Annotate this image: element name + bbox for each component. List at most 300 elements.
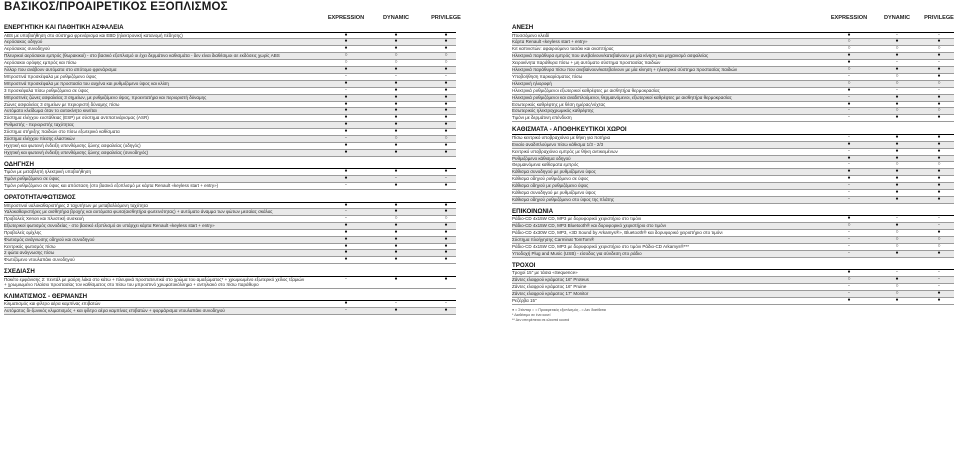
availability-mark: ●	[344, 250, 348, 256]
availability-mark: ●	[847, 32, 851, 38]
right-column	[512, 14, 954, 323]
table-row	[512, 237, 954, 244]
availability-mark: ●	[895, 134, 899, 140]
availability-mark: ●	[444, 222, 448, 228]
table-row	[512, 156, 954, 163]
row-label: Ηλεκτρικά ρυθμιζόμενοι και αναδιπλούμενοι, θερμαινόμενοι, εξωτερικοί καθρέφτες με αισθητήρα θερμοκρασίας	[512, 94, 732, 100]
availability-mark: ●	[895, 39, 899, 45]
availability-mark: -	[848, 250, 850, 256]
row-label: Σύστημα ελέγχου πίεσης ελαστικών	[4, 136, 75, 142]
row-label: Κάθισμα συνοδηγού με ρυθμιζόμενο ύψος	[512, 169, 596, 175]
section	[512, 261, 954, 305]
row-label: Ενιαίο αναδιπλούμενο πίσω κάθισμα 1/3 - 2/3	[512, 141, 604, 147]
availability-mark: ●	[847, 169, 851, 175]
availability-mark: -	[848, 284, 850, 290]
availability-mark: ●	[444, 257, 448, 263]
availability-mark: -	[345, 276, 347, 282]
availability-mark: ●	[895, 148, 899, 154]
table-row	[4, 108, 456, 115]
availability-mark: ●	[895, 169, 899, 175]
availability-mark: ●	[895, 190, 899, 196]
availability-mark: ●	[847, 141, 851, 147]
row-label: Τιμόνι ρυθμιζόμενο σε ύψος	[4, 176, 60, 182]
availability-mark: ○	[344, 60, 348, 66]
row-label: Κεντρικό υποβραχιόνιο εμπρός με θήκη αντικειμένων	[512, 148, 618, 154]
availability-mark: ○	[394, 60, 398, 66]
row-label: Ηλεκτρικά ρυθμιζόμενοι εξωτερικοί καθρέφτες με αισθητήρα θερμοκρασίας	[512, 87, 660, 93]
section	[4, 23, 456, 157]
availability-mark: ●	[444, 39, 448, 45]
row-label: Άλλαρ που ανάβουν αυτόματα στο απότομο φρενάρισμα	[4, 67, 117, 73]
availability-mark: ●	[344, 129, 348, 135]
table-row	[4, 169, 456, 176]
row-label: Κάθισμα συνοδηγού με ρυθμιζόμενο ύψος	[512, 190, 596, 196]
availability-mark: ○	[444, 60, 448, 66]
availability-mark: ●	[847, 53, 851, 59]
row-label: Αυτόματος δι-ζωνικός κλιματισμός + και φίλτρο αέρα καμπίνας επιβατών + φορμάρισμα ντουλαπάκι συνοδηγού	[4, 308, 225, 314]
table-row	[4, 122, 456, 129]
availability-mark: -	[345, 308, 347, 314]
table-row	[4, 216, 456, 223]
table-row	[512, 53, 954, 60]
availability-mark: ●	[394, 250, 398, 256]
section-title: ΕΝΕΡΓΗΤΙΚΗ ΚΑΙ ΠΑΘΗΤΙΚΗ ΑΣΦΑΛΕΙΑ	[4, 23, 456, 33]
availability-mark: ●	[937, 230, 941, 236]
row-label: Υαλοκαθαριστήρες με αισθητήρα βροχής και αυτόματα φωτα(αισθητήρα φωτεινότητας) + αυτόματο άναμμα των φώτων μεσαίας σκάλας	[4, 209, 273, 215]
availability-mark: ●	[394, 108, 398, 114]
availability-mark: -	[345, 215, 347, 221]
row-label: Αερόσακος συνοδηγού	[4, 46, 50, 52]
table-row	[512, 33, 954, 40]
version-header-expression: EXPRESSION	[327, 15, 365, 21]
availability-mark: -	[345, 209, 347, 215]
row-label: Ράδιο-CD 4x30W CD, MP3, «3D Sound by Arkamys®», Bluetooth® και δορυφορικό χειριστήριο στο τιμόνι	[512, 230, 723, 236]
row-label: Ηλεκτρικά παράθυρα πίσω που ανεβαίνουν/κατεβαίνουν με μία κίνηση + ηλεκτρικό σύστημα προστασίας παιδιών	[512, 67, 738, 73]
availability-mark: -	[896, 216, 898, 222]
availability-mark: ●	[895, 196, 899, 202]
availability-mark: ●	[394, 149, 398, 155]
availability-mark: -	[848, 237, 850, 243]
availability-mark: ●	[937, 155, 941, 161]
availability-mark: -	[938, 277, 940, 283]
availability-mark: ●	[444, 250, 448, 256]
row-label: Αερόσακοι ορόφης εμπρός και πίσω	[4, 60, 77, 66]
availability-mark: -	[938, 87, 940, 93]
availability-mark: -	[938, 270, 940, 276]
table-row	[4, 277, 456, 289]
row-label: Σύστημα ελέγχου ευστάθειας (ESP) με σύστημα αντιπατινάρισμας (ASR)	[4, 115, 149, 121]
availability-mark: ●	[444, 229, 448, 235]
availability-mark: ●	[344, 257, 348, 263]
availability-mark: ●	[394, 39, 398, 45]
table-row	[4, 95, 456, 102]
row-label: Αυτόματο κλείδωμα όταν το αυτοκίνητο κινείται	[4, 108, 97, 114]
availability-mark: ●	[394, 129, 398, 135]
version-header-privilege: PRIVILEGE	[431, 15, 461, 21]
availability-mark: ●	[895, 277, 899, 283]
table-row	[4, 183, 456, 190]
availability-mark: -	[938, 60, 940, 66]
availability-mark: ○	[444, 53, 448, 59]
section	[4, 292, 456, 315]
table-row	[4, 102, 456, 109]
availability-mark: ○	[895, 284, 899, 290]
availability-mark: ○	[895, 80, 899, 86]
availability-mark: ●	[394, 222, 398, 228]
availability-mark: ●	[394, 209, 398, 215]
section	[4, 160, 456, 190]
availability-mark: ○	[394, 136, 398, 142]
table-row	[4, 250, 456, 257]
availability-mark: -	[848, 134, 850, 140]
table-row	[4, 81, 456, 88]
row-label: Ηλεκτρική ηλιοροφή	[512, 80, 552, 86]
table-row	[512, 298, 954, 305]
availability-mark: -	[938, 223, 940, 229]
availability-mark: ●	[895, 115, 899, 121]
section-title: ΟΔΗΓΗΣΗ	[4, 160, 456, 170]
page-title: ΒΑΣΙΚΟΣ/ΠΡΟΑΙΡΕΤΙΚΟΣ ΕΞΟΠΛΙΣΜΟΣ	[4, 1, 228, 13]
availability-mark: ●	[444, 183, 448, 189]
availability-mark: ●	[394, 243, 398, 249]
row-label: Ράδιο-CD 4x15W CD, MP3 με δορυφορικό χειριστήριο στο τιμόνι	[512, 216, 642, 222]
availability-mark: ●	[444, 115, 448, 121]
availability-mark: ●	[895, 67, 899, 73]
availability-mark: ●	[847, 101, 851, 107]
row-label: Ράδιο-CD 4x15W CD, MP3 Bluetooth® και δορυφορικό χειριστήριο στο τιμόνι	[512, 223, 666, 229]
row-label: Εξωτερικοί φωτισμός συνοδείας - στο βασικό εξοπλισμό αν υπάρχει κάρτα Renault «keyless start + entry»	[4, 222, 215, 228]
section-title: ΕΠΙΚΟΙΝΩΝΙΑ	[512, 207, 954, 217]
availability-mark: ●	[394, 257, 398, 263]
section	[4, 193, 456, 264]
availability-mark: ○	[895, 162, 899, 168]
table-row	[4, 143, 456, 150]
availability-mark: ●	[847, 176, 851, 182]
availability-mark: ●	[444, 108, 448, 114]
availability-mark: ●	[937, 291, 941, 296]
availability-mark: ●	[444, 243, 448, 249]
availability-mark: -	[896, 60, 898, 66]
table-row	[512, 162, 954, 169]
availability-mark: ●	[847, 87, 851, 93]
availability-mark: ●	[344, 115, 348, 121]
availability-mark: -	[848, 108, 850, 114]
availability-mark: ○	[937, 243, 941, 249]
row-label: Εσωτερικός καθρέφτης με θέση ημέρας/νύχτας	[512, 101, 606, 107]
table-row	[512, 60, 954, 67]
availability-mark: ●	[937, 169, 941, 175]
row-label: 3 προσκέφαλα πίσω ρυθμιζόμενα σε ύψος	[4, 87, 89, 93]
availability-mark: ●	[847, 270, 851, 276]
availability-mark: ●	[344, 143, 348, 148]
row-label: Θερμαινόμενα καθίσματα εμπρός	[512, 162, 579, 168]
availability-mark: ○	[895, 73, 899, 79]
availability-mark: ●	[444, 46, 448, 52]
availability-mark: ●	[937, 39, 941, 45]
table-row	[4, 150, 456, 157]
row-label: Χειροκίνητα παράθυρα πίσω + μη αυτόματο σύστημα προστασίας παιδιών	[512, 60, 661, 66]
availability-mark: -	[896, 270, 898, 276]
availability-mark: ●	[444, 101, 448, 107]
availability-mark: -	[896, 87, 898, 93]
availability-mark: ○	[444, 215, 448, 221]
row-label: ABS με υποβοήθηση στο σύστημα φρενάρισμα και EBD (ηλεκτρονική κατανομή πέδησης)	[4, 32, 183, 38]
availability-mark: ●	[444, 169, 448, 175]
availability-mark: -	[938, 284, 940, 290]
row-label: Μπροστινές ζώνες ασφαλείας 3 σημείων, με ρυθμιζόμενο ύψος, προεντατήρα και περιοριστή δύναμης	[4, 94, 207, 100]
availability-mark: ●	[444, 129, 448, 135]
availability-mark: -	[938, 32, 940, 38]
availability-mark: ●	[394, 101, 398, 107]
availability-mark: ●	[937, 134, 941, 140]
availability-mark: ●	[895, 176, 899, 182]
table-row	[512, 223, 954, 230]
availability-mark: -	[848, 291, 850, 296]
row-label: Μπροστινά προσκέφαλα με προστασία του αυχένα και ρυθμιζόμενο ύψος και κλίση	[4, 80, 169, 86]
availability-mark: ○	[847, 277, 851, 283]
availability-mark: ●	[344, 101, 348, 107]
availability-mark: ●	[394, 202, 398, 208]
availability-mark: ●	[444, 143, 448, 148]
availability-mark: ●	[444, 276, 448, 282]
table-row	[4, 88, 456, 95]
availability-mark: -	[445, 73, 447, 79]
row-label: Κάθισμα οδηγού με ρυθμιζόμενο ύψος	[512, 183, 589, 189]
row-label: Κεντρικός φωτισμός πίσω	[4, 243, 56, 249]
row-label: Φωτισμός ανάγνωσης οδηγού και συνοδηγού	[4, 236, 95, 242]
availability-mark: ●	[937, 250, 941, 256]
table-row	[512, 197, 954, 204]
availability-mark: ●	[937, 183, 941, 189]
table-row	[512, 46, 954, 53]
availability-mark: ●	[847, 60, 851, 66]
row-label: Ηχητική και φωτεινή ένδειξη υπενθύμισης ζώνης ασφαλείας (οδηγός)	[4, 143, 141, 148]
table-row	[4, 308, 456, 315]
table-row	[4, 301, 456, 308]
availability-mark: ●	[937, 73, 941, 79]
table-row	[512, 251, 954, 258]
availability-mark: -	[848, 190, 850, 196]
section-title: ΑΝΕΣΗ	[512, 23, 954, 33]
table-row	[4, 39, 456, 46]
table-row	[512, 81, 954, 88]
availability-mark: ○	[444, 136, 448, 142]
availability-mark: ○	[344, 53, 348, 59]
availability-mark: ●	[937, 115, 941, 121]
availability-mark: ●	[394, 308, 398, 314]
availability-mark: ●	[344, 122, 348, 128]
section	[512, 23, 954, 122]
table-row	[512, 244, 954, 251]
availability-mark: ○	[895, 243, 899, 249]
availability-mark: -	[896, 32, 898, 38]
version-header-dynamic: DYNAMIC	[883, 15, 911, 21]
section	[512, 125, 954, 204]
table-row	[512, 284, 954, 291]
table-row	[4, 115, 456, 122]
table-row	[512, 115, 954, 122]
availability-mark: -	[848, 148, 850, 154]
row-label: Ρεζέρβα 15"	[512, 297, 537, 303]
availability-mark: ●	[895, 53, 899, 59]
availability-mark: ○	[937, 237, 941, 243]
table-row	[4, 244, 456, 251]
row-label: Ζάντες ελαφρού κράματος 16" Proteus	[512, 277, 589, 283]
availability-mark: ●	[344, 301, 348, 307]
availability-mark: ●	[344, 202, 348, 208]
availability-mark: ●	[444, 149, 448, 155]
availability-mark: ●	[394, 46, 398, 52]
row-label: Πτυσσόμενο κλειδί	[512, 32, 550, 38]
availability-mark: ●	[895, 155, 899, 161]
availability-mark: ●	[444, 80, 448, 86]
availability-mark: ●	[344, 39, 348, 45]
availability-mark: ●	[394, 32, 398, 38]
row-label: Πλευρικοί αερόσακοι εμπρός (θωρακικοί) - στο βασικό εξοπλισμό οι έχει δερμάτινο καθισμάτα - δεν είναι διαθέσιμοι σε εκδόσεις χωρίς ABS	[4, 53, 280, 59]
availability-mark: ●	[444, 32, 448, 38]
availability-mark: ●	[937, 297, 941, 303]
availability-mark: ●	[895, 297, 899, 303]
availability-mark: -	[395, 176, 397, 182]
availability-mark: ●	[937, 94, 941, 100]
availability-mark: ●	[895, 183, 899, 189]
table-row	[4, 223, 456, 230]
availability-mark: ●	[394, 229, 398, 235]
availability-mark: ●	[344, 243, 348, 249]
section	[4, 267, 456, 289]
row-label: Ρυθμιζόμενο κάθισμα οδηγού	[512, 155, 571, 161]
table-row	[512, 39, 954, 46]
table-row	[512, 270, 954, 277]
availability-mark: ●	[344, 236, 348, 242]
availability-mark: ●	[937, 141, 941, 147]
availability-mark: ●	[444, 67, 448, 73]
table-row	[4, 129, 456, 136]
row-label: Σύστημα στήριξης παιδιών στο πίσω εξωτερικό καθίσματα	[4, 129, 120, 135]
row-label: Κάρτα Renault «keyless start + entry»	[512, 39, 588, 45]
availability-mark: ●	[444, 202, 448, 208]
availability-mark: ○	[937, 162, 941, 168]
table-row	[4, 46, 456, 53]
table-row	[512, 67, 954, 74]
row-label: Ζάντες ελαφρού κράματος 17" Monitor	[512, 291, 589, 296]
availability-mark: ○	[937, 46, 941, 52]
availability-mark: ●	[344, 222, 348, 228]
availability-mark: ○	[937, 80, 941, 86]
availability-mark: ○	[847, 223, 851, 229]
availability-mark: ○	[847, 46, 851, 52]
row-label: Κιτ καπνιστών: αφαιρούμενο τασάκι και αναπτήρας	[512, 46, 614, 52]
availability-mark: ●	[394, 122, 398, 128]
row-label: Προβολείς ομίχλης	[4, 229, 42, 235]
availability-mark: ●	[937, 190, 941, 196]
table-row	[4, 136, 456, 143]
table-row	[4, 203, 456, 210]
table-row	[512, 169, 954, 176]
availability-mark: -	[345, 87, 347, 93]
availability-mark: -	[345, 73, 347, 79]
availability-mark: ●	[344, 80, 348, 86]
availability-mark: ●	[895, 101, 899, 107]
table-row	[512, 149, 954, 156]
availability-mark: ●	[847, 155, 851, 161]
availability-mark: ●	[344, 149, 348, 155]
availability-mark: ●	[847, 216, 851, 222]
row-label: Κάθισμα οδηγού ρυθμιζόμενο σε ύψος	[512, 176, 589, 182]
availability-mark: -	[848, 183, 850, 189]
table-row	[4, 176, 456, 183]
availability-mark: -	[848, 162, 850, 168]
row-label: Κλιματισμός και φίλτρο αέρα καμπίνας επιβατών	[4, 301, 101, 307]
availability-mark: ●	[394, 276, 398, 282]
availability-mark: ●	[937, 101, 941, 107]
version-header-expression: EXPRESSION	[830, 15, 868, 21]
availability-mark: ●	[895, 223, 899, 229]
table-row	[512, 74, 954, 81]
row-label: Ηλεκτρικά παράθυρα εμπρός που ανεβαίνουν/κατεβαίνουν με μία κίνηση και μηχανισμό ασφαλείας	[512, 53, 709, 59]
row-label: Τιμόνι με μεταβλητή ηλεκτρική υποβοήθηση	[4, 169, 92, 175]
section	[512, 207, 954, 258]
version-header-privilege: PRIVILEGE	[924, 15, 954, 21]
availability-mark: ●	[394, 67, 398, 73]
row-label: Τροχοί 15" με τάσια «Sequence»	[512, 270, 578, 276]
availability-mark: ●	[937, 67, 941, 73]
row-label: Ράδιο-CD 4x15W CD, MP3 με δορυφορικό χειριστήριο στο τιμόνι Ράδιο-CD Arkamys®***	[512, 243, 690, 249]
availability-mark: -	[345, 136, 347, 142]
availability-mark: ○	[394, 215, 398, 221]
availability-mark: ○	[895, 291, 899, 296]
availability-mark: ○	[847, 80, 851, 86]
availability-mark: ○	[895, 46, 899, 52]
row-label: Πακέτο εμφάνισης 2: πεντάλ με μαύρη λάκα στο κάτω + πλευρικά προστατευτικά στο χρώμα του αμαξώματος* + χρωμιωμένο εξωτερικό χείλος τζαμιών + χρωμιωμένο πλαίσιο προστασίας τον καθίσματος στο πίσω του μπροστινό χρωματοκόλλημα + αντηλιακό στο πίσω παράθυρο	[4, 276, 305, 288]
row-label: Σύστημα πλοήγησης Carminat TomTom®	[512, 237, 595, 243]
availability-mark: ●	[394, 80, 398, 86]
section-title: ΣΧΕΔΙΑΣΗ	[4, 267, 456, 277]
row-label: Υποδοχή Plug and Music (USB) - είσοδος για σύνδεση στο ράδιο	[512, 250, 642, 256]
table-row	[4, 60, 456, 67]
availability-mark: ○	[847, 39, 851, 45]
availability-mark: ●	[394, 115, 398, 121]
row-label: Εσωτερικός ηλεκτροχρωμικός καθρέφτης	[512, 108, 594, 114]
row-label: Υποβοήθηση παρκαρίσματος πίσω	[512, 73, 583, 79]
row-label: Ζώνες ασφαλείας 3 σημείων με περιοριστή δύναμης πίσω	[4, 101, 120, 107]
availability-mark: ●	[344, 67, 348, 73]
availability-mark: ○	[895, 230, 899, 236]
availability-mark: ●	[344, 94, 348, 100]
availability-mark: ●	[895, 141, 899, 147]
row-label: Ρυθμιστής - περιοριστής ταχύτητας	[4, 122, 74, 128]
table-row	[512, 95, 954, 102]
version-header	[4, 14, 461, 23]
table-row	[512, 142, 954, 149]
version-header-dynamic: DYNAMIC	[382, 15, 410, 21]
availability-mark: ●	[444, 236, 448, 242]
section-title: ΚΛΙΜΑΤΙΣΜΟΣ - ΘΕΡΜΑΝΣΗ	[4, 292, 456, 302]
row-label: Κάθισμα οδηγού ρυθμιζόμενο στο ύψος της πλάτης	[512, 196, 615, 202]
availability-mark: ●	[444, 209, 448, 215]
availability-mark: -	[848, 196, 850, 202]
availability-mark: ●	[344, 108, 348, 114]
availability-mark: ○	[847, 67, 851, 73]
table-row	[4, 230, 456, 237]
section-title: ΤΡΟΧΟΙ	[512, 261, 954, 271]
availability-mark: -	[395, 73, 397, 79]
availability-mark: -	[395, 301, 397, 307]
row-label: Φωτιζόμενο ντουλαπάκι συνοδηγού	[4, 257, 75, 263]
table-row	[512, 190, 954, 197]
availability-mark: ●	[394, 236, 398, 242]
availability-mark: ●	[344, 46, 348, 52]
